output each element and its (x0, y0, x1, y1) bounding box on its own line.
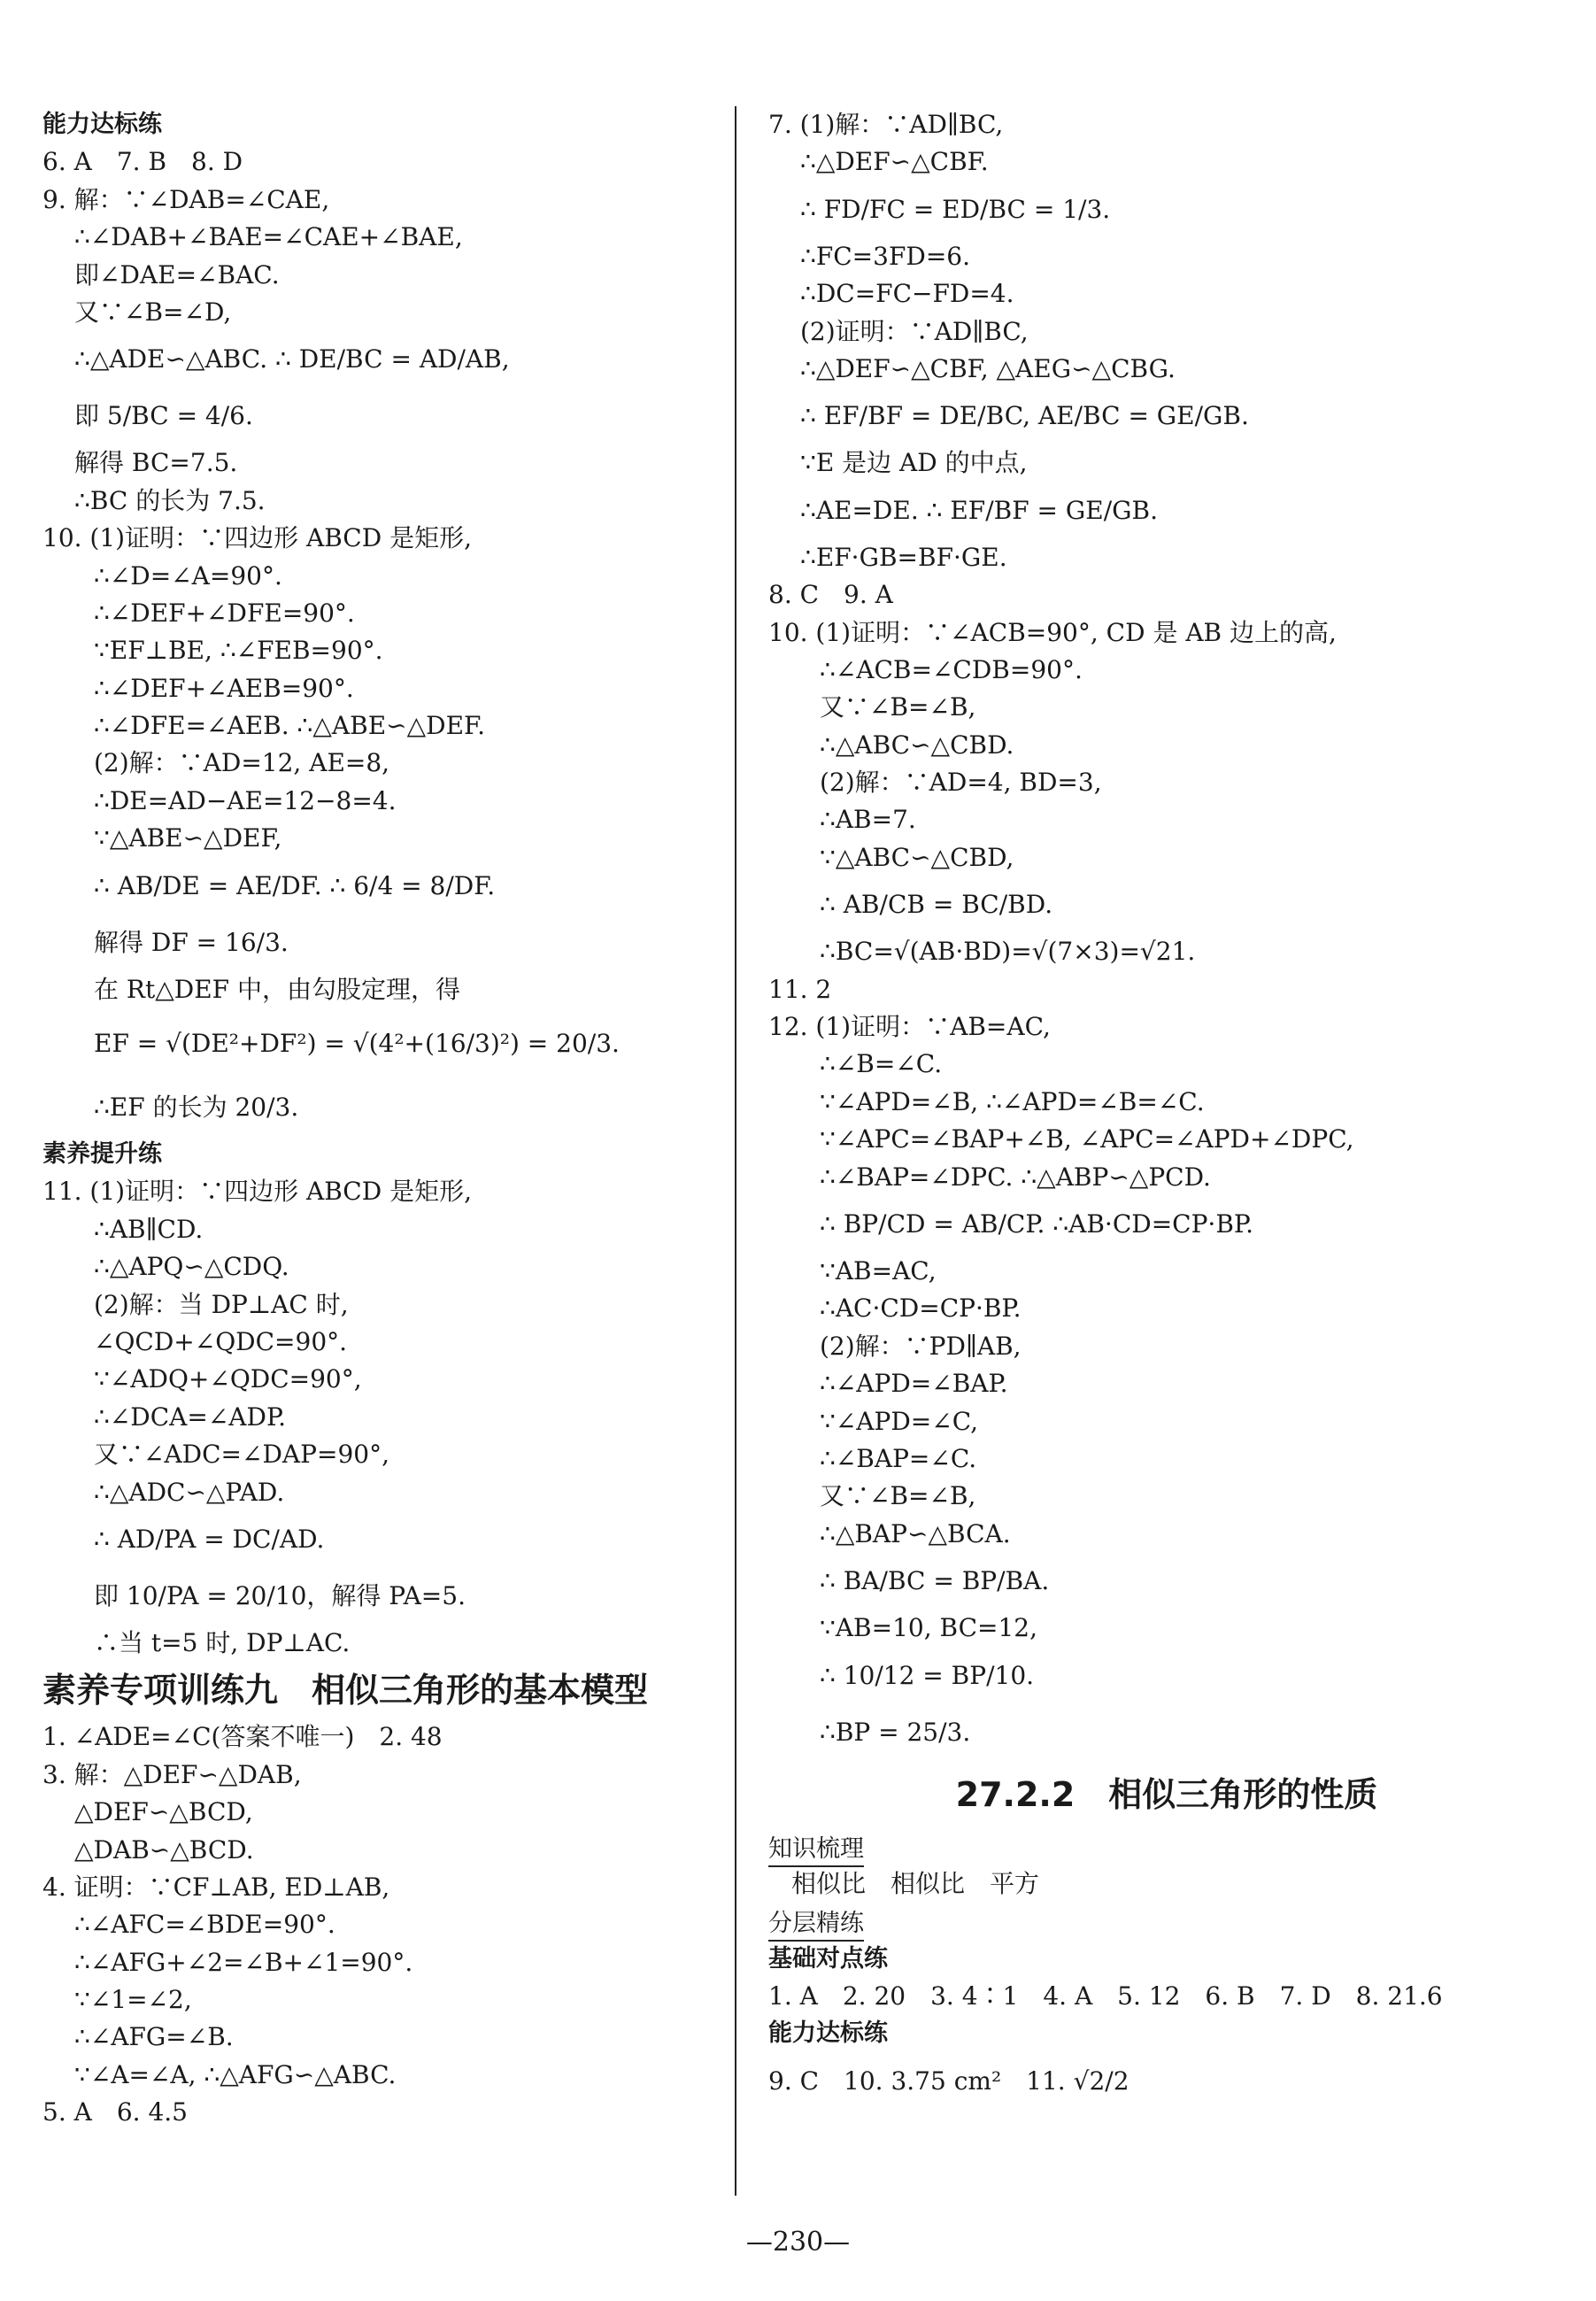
answer-line: △DAB∽△BCD. (74, 1834, 254, 1865)
answer-line: ∵△ABC∽△CBD, (820, 842, 1014, 872)
answer-line: 又∵∠B=∠B, (820, 1481, 976, 1511)
answer-line: ∵∠A=∠A, ∴△AFG∽△ABC. (74, 2059, 397, 2089)
subsection-label-text: 知识梳理 (768, 1834, 864, 1867)
answer-line: ∴∠D=∠A=90°. (94, 560, 282, 591)
answer-line: ∴∠DAB+∠BAE=∠CAE+∠BAE, (74, 222, 463, 252)
answer-line: ∵△ABE∽△DEF, (94, 823, 282, 853)
answer-line: ∵E 是边 AD 的中点, (800, 448, 1028, 478)
answer-line: ∵AB=AC, (820, 1255, 937, 1286)
answer-line: ∴∠ACB=∠CDB=90°. (820, 654, 1083, 684)
answer-line: ∴△BAP∽△BCA. (820, 1518, 1011, 1548)
answer-line: 解得 BC=7.5. (74, 448, 238, 478)
answer-line: ∴∠AFG+∠2=∠B+∠1=90°. (74, 1947, 413, 1977)
answer-line: ∵∠APD=∠B, ∴∠APD=∠B=∠C. (820, 1086, 1205, 1116)
answer-line: ∴BP = 25/3. (820, 1717, 971, 1747)
section-heading: 素养提升练 (42, 1140, 162, 1169)
answer-line: ∴AB=7. (820, 805, 916, 835)
answer-line: ∴△APQ∽△CDQ. (94, 1252, 289, 1282)
answer-line: 即 10/PA = 20/10，解得 PA=5. (94, 1580, 466, 1610)
subsection-label (768, 1828, 1565, 1865)
answer-line: ∴∠DCA=∠ADP. (94, 1401, 287, 1432)
answer-line: 解得 DF = 16/3. (94, 927, 289, 957)
answer-line: ∴∠APD=∠BAP. (820, 1369, 1008, 1399)
answer-line: (2)解：∵AD=12, AE=8, (94, 748, 390, 778)
answer-line: ∴∠DFE=∠AEB. ∴△ABE∽△DEF. (94, 711, 485, 741)
answer-line: ∴∠B=∠C. (820, 1049, 943, 1079)
answer-line: ∴△ADC∽△PAD. (94, 1477, 285, 1507)
answer-line: ∴EF 的长为 20/3. (94, 1093, 299, 1123)
answer-line: 12. (1)证明：∵AB=AC, (768, 1012, 1051, 1042)
answer-line: 11. (1)证明：∵四边形 ABCD 是矩形, (42, 1177, 472, 1207)
answer-line: ∴AE=DE. ∴ EF/BF = GE/GB. (800, 495, 1158, 525)
answer-line: ∴ AD/PA = DC/AD. (94, 1524, 325, 1554)
answer-line: ∴△ABC∽△CBD. (820, 730, 1014, 760)
right-column (768, 106, 1565, 2110)
answer-line: 8. C 9. A (768, 580, 893, 610)
answer-line: ∴∠DEF+∠AEB=90°. (94, 673, 354, 703)
answer-line: 又∵∠ADC=∠DAP=90°, (94, 1440, 389, 1470)
answer-line: (2)解：当 DP⊥AC 时, (94, 1289, 349, 1319)
section-title: 27.2.2 相似三角形的性质 (955, 1774, 1378, 1814)
answer-line: 又∵∠B=∠B, (820, 692, 976, 722)
answer-line: 10. (1)证明：∵四边形 ABCD 是矩形, (42, 523, 472, 553)
subsection-label (768, 1903, 1565, 1940)
page-number: —230— (745, 2227, 851, 2258)
answer-line: ∵∠APC=∠BAP+∠B, ∠APC=∠APD+∠DPC, (820, 1124, 1354, 1154)
section-heading: 能力达标练 (768, 2019, 888, 2048)
answer-line: ∴△DEF∽△CBF. (800, 147, 989, 177)
answer-line: 又∵∠B=∠D, (74, 297, 232, 327)
answer-line: ∴ AB/CB = BC/BD. (820, 890, 1053, 920)
answer-line: ∴ AB/DE = AE/DF. ∴ 6/4 = 8/DF. (94, 870, 496, 900)
answer-line: ∵∠1=∠2, (74, 1985, 192, 2015)
answer-line: (2)证明：∵AD∥BC, (800, 316, 1029, 346)
answer-line: ∴ EF/BF = DE/BC, AE/BC = GE/GB. (800, 401, 1249, 431)
answer-line: 5. A 6. 4.5 (42, 2097, 188, 2127)
answer-line: ∴ FD/FC = ED/BC = 1/3. (800, 194, 1111, 224)
answer-line: EF = √(DE²+DF²) = √(4²+(16/3)²) = 20/3. (94, 1029, 620, 1059)
section-title: 素养专项训练九 相似三角形的基本模型 (42, 1671, 649, 1710)
answer-line: 7. (1)解：∵AD∥BC, (768, 110, 1004, 139)
answer-line: ∴BC=√(AB·BD)=√(7×3)=√21. (820, 937, 1196, 967)
answer-line: △DEF∽△BCD, (74, 1797, 253, 1827)
answer-line: ∴DE=AD−AE=12−8=4. (94, 785, 397, 815)
answer-line: 9. 解：∵∠DAB=∠CAE, (42, 184, 330, 214)
answer-line: ∴FC=3FD=6. (800, 241, 970, 271)
answer-line: 9. C 10. 3.75 cm² 11. √2/2 (768, 2065, 1130, 2096)
answer-line: 6. A 7. B 8. D (42, 147, 243, 177)
answer-line: ∴DC=FC−FD=4. (800, 279, 1014, 309)
section-heading: 能力达标练 (42, 111, 162, 138)
subsection-label-text: 分层精练 (768, 1908, 864, 1942)
answer-line: 1. A 2. 20 3. 4∶1 4. A 5. 12 6. B 7. D 8. 21.6 (768, 1981, 1443, 2011)
answer-line: 4. 证明：∵CF⊥AB, ED⊥AB, (42, 1872, 390, 1902)
answer-line: (2)解：∵AD=4, BD=3, (820, 768, 1102, 798)
answer-line: ∴∠AFC=∠BDE=90°. (74, 1910, 335, 1940)
answer-line: ∵∠APD=∠C, (820, 1406, 979, 1436)
column-divider (735, 106, 736, 2196)
answer-line: ∴ BP/CD = AB/CP. ∴AB·CD=CP·BP. (820, 1208, 1253, 1239)
answer-line: ∠QCD+∠QDC=90°. (94, 1326, 348, 1356)
answer-line: ∴∠DEF+∠DFE=90°. (94, 598, 355, 628)
answer-line: ∴BC 的长为 7.5. (74, 485, 266, 515)
answer-line: (2)解：∵PD∥AB, (820, 1331, 1022, 1361)
answer-line: ∵∠ADQ+∠QDC=90°, (94, 1364, 362, 1394)
section-heading: 基础对点练 (768, 1944, 888, 1973)
answer-line: ∴ BA/BC = BP/BA. (820, 1566, 1050, 1596)
answer-line: ∵AB=10, BC=12, (820, 1613, 1038, 1643)
answer-line: 即 5/BC = 4/6. (74, 401, 253, 431)
answer-line: ∴EF·GB=BF·GE. (800, 542, 1007, 572)
answer-line: 在 Rt△DEF 中，由勾股定理，得 (94, 974, 460, 1004)
answer-line: 1. ∠ADE=∠C(答案不唯一) 2. 48 (42, 1722, 443, 1752)
left-column (42, 106, 724, 2132)
answer-line: ∴∠AFG=∠B. (74, 2022, 234, 2052)
answer-line: ∴∠BAP=∠DPC. ∴△ABP∽△PCD. (820, 1162, 1211, 1192)
answer-line: ∴AC·CD=CP·BP. (820, 1293, 1022, 1324)
answer-line: ∴∠BAP=∠C. (820, 1443, 977, 1473)
answer-line: ∴ 10/12 = BP/10. (820, 1660, 1035, 1690)
answer-line: 10. (1)证明：∵∠ACB=90°, CD 是 AB 边上的高, (768, 617, 1337, 647)
answer-line: 3. 解：△DEF∽△DAB, (42, 1759, 302, 1789)
answer-line: 11. 2 (768, 974, 832, 1004)
answer-line: ∴△DEF∽△CBF, △AEG∽△CBG. (800, 353, 1176, 383)
answer-line: 即∠DAE=∠BAC. (74, 259, 280, 290)
answer-line: ∴当 t=5 时, DP⊥AC. (94, 1627, 351, 1657)
answer-line: ∴△ADE∽△ABC. ∴ DE/BC = AD/AB, (74, 344, 510, 374)
answer-line: ∵EF⊥BE, ∴∠FEB=90°. (94, 636, 383, 666)
answer-line: ∴AB∥CD. (94, 1214, 204, 1244)
answer-line: 相似比 相似比 平方 (791, 1868, 1040, 1898)
